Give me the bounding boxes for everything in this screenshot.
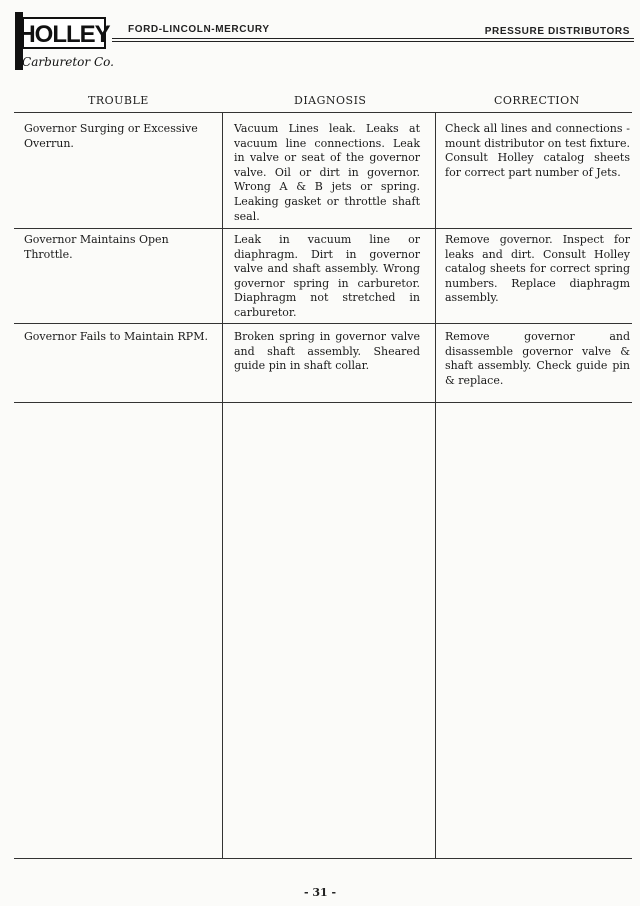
- trouble-cell: Governor Fails to Maintain RPM.: [24, 330, 208, 343]
- diagnosis-cell: Leak in vacuum line or diaphragm. Dirt in governor valve and shaft assembly. Wrong governor spring in carburetor. Diaphragm not stretched in carburetor.: [234, 233, 420, 319]
- row-divider: [14, 323, 632, 324]
- correction-cell: Remove governor. Inspect for leaks and dirt. Consult Holley catalog sheets for correct spring numbers. Replace diaphragm assembly.: [445, 233, 630, 305]
- row-divider: [14, 402, 632, 403]
- column-header-trouble: TROUBLE: [88, 94, 149, 107]
- column-divider: [435, 112, 436, 858]
- row-divider: [14, 228, 632, 229]
- column-header-diagnosis: DIAGNOSIS: [294, 94, 367, 107]
- header-right-title: PRESSURE DISTRIBUTORS: [484, 26, 630, 37]
- diagnosis-cell: Broken spring in governor valve and shaft assembly. Sheared guide pin in shaft collar.: [234, 330, 420, 373]
- column-divider: [222, 112, 223, 858]
- header-rule: [112, 38, 634, 39]
- trouble-cell: Governor Maintains Open Throttle.: [24, 233, 169, 261]
- header-rule-secondary: [112, 41, 634, 42]
- holley-logo: [14, 10, 114, 74]
- logo-wordmark: HOLLEY: [18, 21, 110, 48]
- diagnosis-cell: Vacuum Lines leak. Leaks at vacuum line connections. Leak in valve or seat of the governor valve. Oil or dirt in governor. Wrong A & B jets or spring. Leaking gasket or throttle shaft seal.: [234, 122, 420, 223]
- correction-cell: Remove governor and disassemble governor valve & shaft assembly. Check guide pin & replace.: [445, 330, 630, 387]
- trouble-cell: Governor Surging or Excessive Overrun.: [24, 122, 198, 150]
- page-number: - 31 -: [303, 886, 337, 899]
- table-top-rule: [14, 112, 632, 113]
- table-bottom-rule: [14, 858, 632, 859]
- column-header-correction: CORRECTION: [494, 94, 580, 107]
- logo-script: Carburetor Co.: [22, 55, 114, 69]
- correction-cell: Check all lines and connections - mount distributor on test fixture. Consult Holley catalog sheets for correct part number of Jets.: [445, 122, 630, 179]
- header-left-title: FORD-LINCOLN-MERCURY: [128, 24, 270, 35]
